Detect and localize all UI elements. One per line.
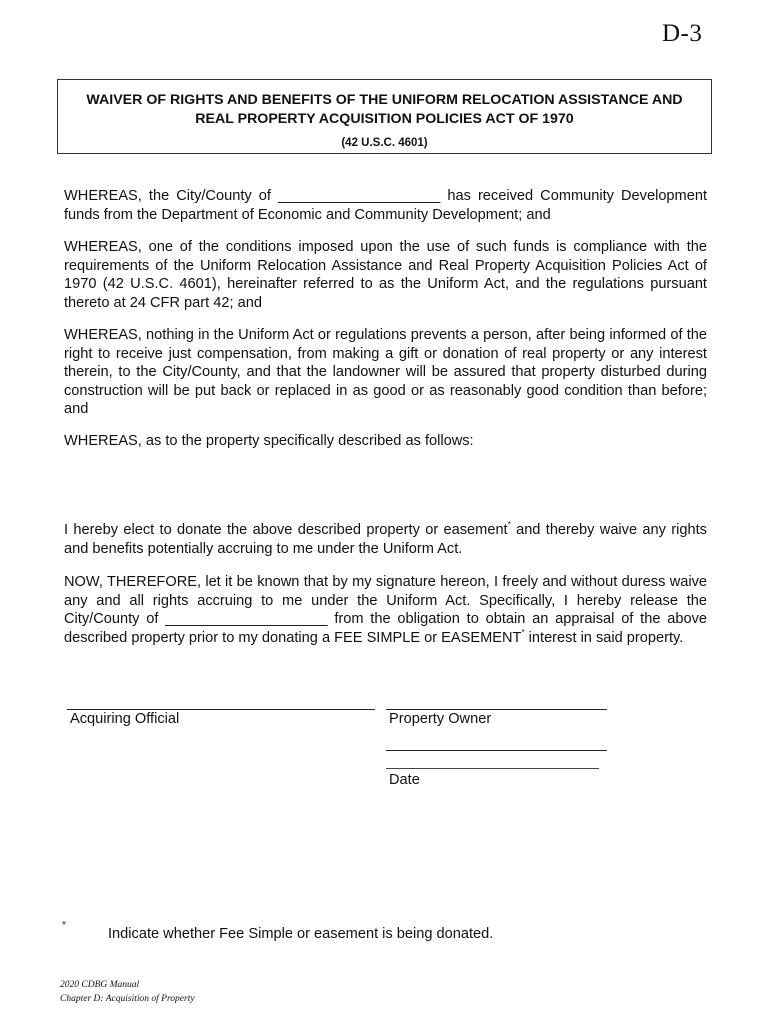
page-number: D-3	[662, 20, 703, 47]
p1-text-b: has received Community Development funds from the Department of Economic and Community Development; and	[64, 188, 707, 223]
acquiring-official-signature-line[interactable]	[67, 709, 375, 710]
second-signature-line[interactable]	[386, 750, 607, 751]
p6-text-c: interest in said property.	[528, 629, 684, 646]
date-line[interactable]	[386, 768, 599, 769]
p5-text-b: and thereby waive any rights and benefits potentially accruing to me under the Uniform Act.	[64, 522, 707, 557]
asterisk-mark: *	[521, 627, 525, 637]
acquiring-official-label: Acquiring Official	[70, 711, 180, 727]
whereas-paragraph-2: WHEREAS, one of the conditions imposed upon the use of such funds is compliance with the requirements of the Uniform Relocation Assistance and Real Property Acquisition Policies Act of 1970 (42 U.S.C. 4601), hereinafter referred to as the Uniform Act, and the regulations pursuant thereto at 24 CFR part 42; and	[64, 239, 707, 311]
title-box	[57, 79, 712, 154]
footnote-text: Indicate whether Fee Simple or easement is being donated.	[108, 926, 494, 942]
city-county-blank: ____________________	[277, 188, 441, 204]
now-therefore-paragraph	[64, 573, 707, 647]
election-paragraph	[64, 521, 707, 558]
p6-text-a: NOW, THEREFORE, let it be known that by my signature hereon, I freely and without duress waive any and all rights accruing to me under the Uniform Act. Specifically, I hereby release the City/County of	[64, 574, 707, 627]
property-owner-label: Property Owner	[389, 711, 492, 727]
p5-text-a: I hereby elect to donate the above described property or easement	[64, 522, 508, 538]
title-line-1: WAIVER OF RIGHTS AND BENEFITS OF THE UNIFORM RELOCATION ASSISTANCE AND	[86, 92, 683, 108]
document-title	[58, 91, 711, 129]
release-city-county-blank: ____________________	[165, 611, 328, 627]
title-line-2: REAL PROPERTY ACQUISITION POLICIES ACT OF 1970	[195, 111, 574, 127]
footnote-asterisk: *	[62, 920, 66, 931]
whereas-paragraph-1	[64, 187, 707, 224]
whereas-paragraph-4: WHEREAS, as to the property specifically described as follows:	[64, 433, 474, 449]
property-owner-signature-line[interactable]	[386, 709, 607, 710]
whereas-paragraph-3: WHEREAS, nothing in the Uniform Act or regulations prevents a person, after being informed of the right to receive just compensation, from making a gift or donation of real property or any interest therein, to the City/County, and that the landowner will be assured that property disturbed during construction will be put back or replaced in as good or as reasonably good condition than before; and	[64, 327, 707, 417]
date-label: Date	[389, 772, 420, 788]
p6-text-b: from the obligation to obtain an appraisal of the above described property prior to my donating a FEE SIMPLE or EASEMENT	[64, 611, 707, 646]
page-footer	[60, 978, 195, 1006]
title-citation: (42 U.S.C. 4601)	[341, 137, 428, 149]
footer-chapter: Chapter D: Acquisition of Property	[60, 994, 195, 1004]
footer-manual: 2020 CDBG Manual	[60, 980, 140, 990]
asterisk-mark: *	[507, 520, 511, 529]
p1-text-a: WHEREAS, the City/County of	[64, 188, 271, 204]
